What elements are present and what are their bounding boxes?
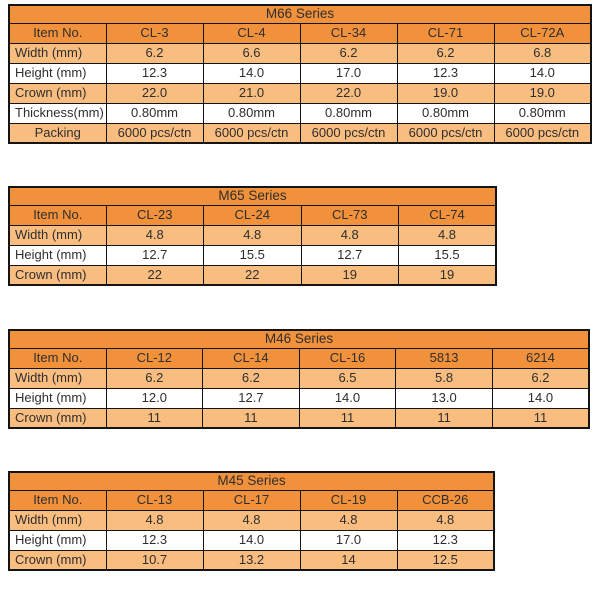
table-title: M46 Series: [9, 330, 589, 348]
table-row: [9, 530, 494, 550]
table-cell: 12.5: [397, 550, 494, 570]
column-header: CL-3: [106, 23, 203, 43]
spec-table-m45-series: [8, 471, 495, 571]
column-header: CL-24: [204, 205, 302, 225]
table-cell: 22.0: [300, 83, 397, 103]
column-header: CL-13: [106, 490, 203, 510]
table-cell: 14.0: [203, 530, 300, 550]
table-cell: 4.8: [204, 225, 302, 245]
table-cell: 22: [204, 265, 302, 285]
table-body: [9, 43, 591, 143]
table-cell: 0.80mm: [106, 103, 203, 123]
table-row: [9, 225, 496, 245]
table-body: [9, 368, 589, 428]
table-cell: 6000 pcs/ctn: [494, 123, 591, 143]
table-cell: 14.0: [492, 388, 589, 408]
table-cell: 0.80mm: [203, 103, 300, 123]
table-row: [9, 388, 589, 408]
table-title-row: [9, 330, 589, 348]
table-title-row: [9, 5, 591, 23]
table-cell: 21.0: [203, 83, 300, 103]
table-cell: 4.8: [399, 225, 497, 245]
table-row: [9, 550, 494, 570]
row-label: Crown (mm): [9, 408, 106, 428]
table-title-row: [9, 187, 496, 205]
table-cell: 12.7: [106, 245, 204, 265]
column-header: 5813: [396, 348, 493, 368]
table-row: [9, 63, 591, 83]
table-cell: 19: [399, 265, 497, 285]
table-title: M65 Series: [9, 187, 496, 205]
column-header: CL-23: [106, 205, 204, 225]
table-cell: 6.6: [203, 43, 300, 63]
table-cell: 14.0: [494, 63, 591, 83]
table-cell: 11: [106, 408, 203, 428]
table-header-row: [9, 348, 589, 368]
table-cell: 19.0: [397, 83, 494, 103]
row-label: Width (mm): [9, 510, 106, 530]
column-header: CL-17: [203, 490, 300, 510]
item-no-header: Item No.: [9, 490, 106, 510]
column-header: CCB-26: [397, 490, 494, 510]
row-label: Thickness(mm): [9, 103, 106, 123]
table-cell: 4.8: [397, 510, 494, 530]
table-cell: 12.3: [397, 63, 494, 83]
item-no-header: Item No.: [9, 205, 106, 225]
table-cell: 17.0: [300, 63, 397, 83]
column-header: CL-16: [299, 348, 396, 368]
table-body: [9, 510, 494, 570]
table-row: [9, 408, 589, 428]
column-header: CL-14: [203, 348, 300, 368]
spec-table-m66-series: [8, 4, 592, 144]
table-cell: 11: [492, 408, 589, 428]
table-cell: 0.80mm: [494, 103, 591, 123]
table-header-row: [9, 23, 591, 43]
row-label: Height (mm): [9, 530, 106, 550]
row-label: Width (mm): [9, 225, 106, 245]
table-body: [9, 225, 496, 285]
column-header: CL-12: [106, 348, 203, 368]
table-cell: 6000 pcs/ctn: [203, 123, 300, 143]
table-cell: 12.3: [397, 530, 494, 550]
table-row: [9, 83, 591, 103]
table-row: [9, 265, 496, 285]
table-cell: 14.0: [299, 388, 396, 408]
table-header-row: [9, 490, 494, 510]
table-cell: 6.2: [492, 368, 589, 388]
table-title-row: [9, 472, 494, 490]
table-cell: 12.3: [106, 530, 203, 550]
table-cell: 19.0: [494, 83, 591, 103]
column-header: CL-34: [300, 23, 397, 43]
table-cell: 4.8: [301, 225, 399, 245]
table-cell: 6000 pcs/ctn: [106, 123, 203, 143]
table-cell: 6.2: [397, 43, 494, 63]
table-cell: 0.80mm: [300, 103, 397, 123]
spec-table-m46-series: [8, 329, 590, 429]
column-header: CL-71: [397, 23, 494, 43]
table-cell: 14.0: [203, 63, 300, 83]
table-cell: 15.5: [399, 245, 497, 265]
row-label: Height (mm): [9, 245, 106, 265]
table-cell: 6.2: [106, 43, 203, 63]
table-cell: 6.2: [300, 43, 397, 63]
table-cell: 5.8: [396, 368, 493, 388]
table-cell: 4.8: [106, 510, 203, 530]
row-label: Width (mm): [9, 43, 106, 63]
column-header: CL-73: [301, 205, 399, 225]
table-cell: 12.3: [106, 63, 203, 83]
table-cell: 22.0: [106, 83, 203, 103]
table-header-row: [9, 205, 496, 225]
table-row: [9, 43, 591, 63]
column-header: CL-74: [399, 205, 497, 225]
column-header: CL-72A: [494, 23, 591, 43]
row-label: Width (mm): [9, 368, 106, 388]
row-label: Crown (mm): [9, 265, 106, 285]
table-cell: 4.8: [300, 510, 397, 530]
table-cell: 11: [396, 408, 493, 428]
table-row: [9, 510, 494, 530]
item-no-header: Item No.: [9, 348, 106, 368]
table-cell: 6.5: [299, 368, 396, 388]
row-label: Crown (mm): [9, 83, 106, 103]
table-cell: 13.2: [203, 550, 300, 570]
table-title: M66 Series: [9, 5, 591, 23]
row-label: Height (mm): [9, 63, 106, 83]
table-cell: 17.0: [300, 530, 397, 550]
table-row: [9, 368, 589, 388]
table-title: M45 Series: [9, 472, 494, 490]
row-label: Height (mm): [9, 388, 106, 408]
item-no-header: Item No.: [9, 23, 106, 43]
row-label: Crown (mm): [9, 550, 106, 570]
table-cell: 4.8: [106, 225, 204, 245]
table-cell: 12.0: [106, 388, 203, 408]
column-header: CL-4: [203, 23, 300, 43]
table-cell: 15.5: [204, 245, 302, 265]
table-cell: 6000 pcs/ctn: [397, 123, 494, 143]
table-cell: 6.8: [494, 43, 591, 63]
table-cell: 13.0: [396, 388, 493, 408]
table-cell: 10.7: [106, 550, 203, 570]
spec-table-m65-series: [8, 186, 497, 286]
table-cell: 6000 pcs/ctn: [300, 123, 397, 143]
table-cell: 6.2: [203, 368, 300, 388]
table-cell: 14: [300, 550, 397, 570]
table-cell: 11: [299, 408, 396, 428]
table-row: [9, 245, 496, 265]
table-cell: 12.7: [203, 388, 300, 408]
column-header: CL-19: [300, 490, 397, 510]
row-label: Packing: [9, 123, 106, 143]
table-row: [9, 123, 591, 143]
table-cell: 11: [203, 408, 300, 428]
column-header: 6214: [492, 348, 589, 368]
table-cell: 4.8: [203, 510, 300, 530]
table-cell: 19: [301, 265, 399, 285]
table-cell: 12.7: [301, 245, 399, 265]
table-cell: 0.80mm: [397, 103, 494, 123]
table-cell: 6.2: [106, 368, 203, 388]
table-cell: 22: [106, 265, 204, 285]
table-row: [9, 103, 591, 123]
